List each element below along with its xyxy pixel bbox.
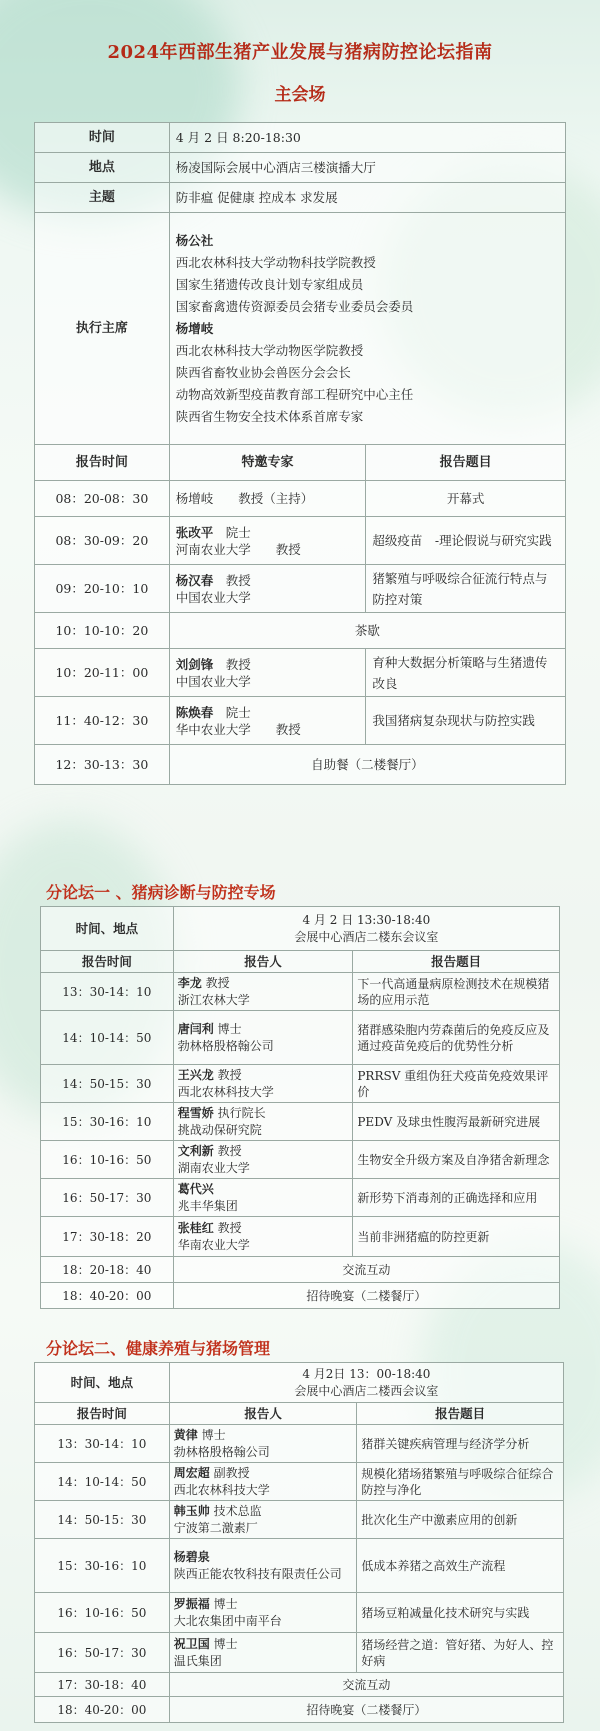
table-row [41,1283,560,1309]
break-label: 交流互动 [173,1257,559,1283]
report-time: 13：30-14：10 [35,1425,170,1463]
break-label: 招待晚宴（二楼餐厅） [169,1697,563,1723]
speaker-org: 勃林格殷格翰公司 [177,1038,274,1053]
chair-role: 陕西省生物安全技术体系首席专家 [175,408,364,424]
expert-name: 刘剑锋 [175,656,214,672]
column-header: 报告时间 [41,951,174,973]
report-topic: PEDV 及球虫性腹泻最新研究进展 [353,1103,560,1141]
time-place-line: 会展中心酒店二楼西会议室 [294,1383,439,1398]
report-time: 09：20-10：10 [35,565,170,613]
speaker-name: 周宏超 [173,1465,210,1480]
chair-list [169,213,565,445]
table-row [35,1463,564,1501]
time-place-label: 时间、地点 [35,1363,170,1403]
forum1-table [40,906,560,1309]
table-row [35,1697,564,1723]
expert-org: 华中农业大学 教授 [175,721,301,737]
expert-title: 教授 [225,572,251,588]
forum1-title: 分论坛一 、猪病诊断与防控专场 [46,883,276,902]
main-venue-title: 主会场 [274,85,326,105]
report-time: 10：10-10：20 [35,613,170,649]
report-time: 18：20-18：40 [41,1257,174,1283]
report-topic: 猪群关键疾病管理与经济学分析 [357,1425,564,1463]
time-place-value [173,907,559,951]
speaker-title: 教授 [205,975,230,990]
chair-role: 国家生猪遗传改良计划专家组成员 [175,276,364,292]
report-topic: 猪繁殖与呼吸综合征流行特点与防控对策 [366,565,566,613]
expert-title: 教授 [225,656,251,672]
report-time: 18：40-20：00 [35,1697,170,1723]
table-row [35,613,566,649]
chair-name: 杨公社 [175,232,214,248]
place-label: 地点 [35,153,170,183]
table-row [41,1103,560,1141]
speaker-name: 葛代兴 [177,1181,214,1196]
report-time: 10：20-11：00 [35,649,170,697]
column-header: 报告题目 [366,445,566,481]
expert [169,697,366,745]
report-time: 15：30-16：10 [41,1103,174,1141]
speaker-org: 挑战动保研究院 [177,1122,262,1137]
report-topic: 新形势下消毒剂的正确选择和应用 [353,1179,560,1217]
report-time: 17：30-18：20 [41,1217,174,1257]
speaker-org: 勃林格殷格翰公司 [173,1444,270,1459]
report-time: 14：50-15：30 [35,1501,170,1539]
table-row [41,1179,560,1217]
table-row [35,1501,564,1539]
speaker [173,1217,353,1257]
report-time: 13：30-14：10 [41,973,174,1011]
forum2-title: 分论坛二、健康养殖与猪场管理 [46,1339,271,1358]
column-header: 报告人 [173,951,353,973]
expert [169,649,366,697]
speaker-org: 大北农集团中南平台 [173,1613,282,1628]
table-row [35,697,566,745]
speaker-title: 博士 [217,1021,242,1036]
speaker-name: 祝卫国 [173,1636,210,1651]
report-topic: 下一代高通量病原检测技术在规模猪场的应用示范 [353,973,560,1011]
table-row [35,1633,564,1673]
forum2-table [34,1362,564,1723]
report-time: 16：50-17：30 [41,1179,174,1217]
expert-org: 中国农业大学 [175,673,251,689]
speaker-title: 博士 [213,1596,238,1611]
speaker-org: 西北农林科技大学 [173,1482,270,1497]
speaker-org: 华南农业大学 [177,1237,250,1252]
chair-role: 西北农林科技大学动物科技学院教授 [175,254,376,270]
chair-role: 西北农林科技大学动物医学院教授 [175,342,364,358]
speaker-title: 博士 [213,1636,238,1651]
speaker-title: 教授 [217,1220,242,1235]
report-topic: 猪场豆粕减量化技术研究与实践 [357,1593,564,1633]
table-row [41,1217,560,1257]
column-header: 报告人 [169,1403,357,1425]
speaker [173,973,353,1011]
report-topic: 猪群感染胞内劳森菌后的免疫反应及通过疫苗免疫后的优势性分析 [353,1011,560,1065]
report-topic: 超级疫苗 -理论假说与研究实践 [366,517,566,565]
time-label: 时间 [35,123,170,153]
expert-title: 院士 [225,704,251,720]
speaker-title: 技术总监 [213,1503,262,1518]
column-header: 报告时间 [35,445,170,481]
expert-org: 河南农业大学 教授 [175,541,301,557]
speaker [169,1539,357,1593]
speaker-title: 博士 [201,1427,226,1442]
speaker-name: 李龙 [177,975,202,990]
speaker-title: 副教授 [213,1465,250,1480]
main-venue-table [34,122,566,785]
speaker-name: 杨碧泉 [173,1549,210,1564]
report-time: 16：10-16：50 [35,1593,170,1633]
column-header: 报告时间 [35,1403,170,1425]
table-row [35,1673,564,1697]
report-time: 11：40-12：30 [35,697,170,745]
expert-title: 院士 [225,524,251,540]
report-topic: 低成本养猪之高效生产流程 [357,1539,564,1593]
chair-role: 动物高效新型疫苗教育部工程研究中心主任 [175,386,414,402]
report-time: 14：10-14：50 [41,1011,174,1065]
expert [169,517,366,565]
speaker-org: 兆丰华集团 [177,1198,238,1213]
speaker-name: 唐闫利 [177,1021,214,1036]
break-label: 招待晚宴（二楼餐厅） [173,1283,559,1309]
speaker-org: 陕西正能农牧科技有限责任公司 [173,1566,342,1581]
speaker [173,1141,353,1179]
speaker-org: 湖南农业大学 [177,1160,250,1175]
report-topic: 我国猪病复杂现状与防控实践 [366,697,566,745]
speaker [169,1593,357,1633]
column-header: 报告题目 [357,1403,564,1425]
report-time: 08：20-08：30 [35,481,170,517]
time-value: 4 月 2 日 8:20-18:30 [169,123,565,153]
table-row [41,1257,560,1283]
speaker-name: 罗振福 [173,1596,210,1611]
report-topic: 规模化猪场猪繁殖与呼吸综合征综合防控与净化 [357,1463,564,1501]
table-row [35,1425,564,1463]
time-place-label: 时间、地点 [41,907,174,951]
report-time: 17：30-18：40 [35,1673,170,1697]
speaker-title: 执行院长 [217,1105,266,1120]
report-time: 16：50-17：30 [35,1633,170,1673]
theme-value: 防非瘟 促健康 控成本 求发展 [169,183,565,213]
report-topic: 开幕式 [366,481,566,517]
report-time: 12：30-13：30 [35,745,170,785]
speaker [169,1425,357,1463]
report-topic: 育种大数据分析策略与生猪遗传改良 [366,649,566,697]
column-header: 报告题目 [353,951,560,973]
chair-role: 国家畜禽遗传资源委员会猪专业委员会委员 [175,298,414,314]
speaker-name: 文利新 [177,1143,214,1158]
chair-label: 执行主席 [35,213,170,445]
speaker [169,1501,357,1539]
report-topic: 当前非洲猪瘟的防控更新 [353,1217,560,1257]
speaker [169,1633,357,1673]
chair-role: 陕西省畜牧业协会兽医分会会长 [175,364,351,380]
table-row [41,1065,560,1103]
table-row [35,649,566,697]
theme-label: 主题 [35,183,170,213]
expert-name: 陈焕春 [175,704,214,720]
speaker [173,1011,353,1065]
speaker-name: 韩玉帅 [173,1503,210,1518]
expert-org: 中国农业大学 [175,589,251,605]
break-label: 茶歇 [169,613,565,649]
table-row [41,1141,560,1179]
table-row [41,1011,560,1065]
report-topic: 猪场经营之道：管好猪、为好人、控好病 [357,1633,564,1673]
expert: 杨增岐 教授（主持） [169,481,366,517]
speaker-title: 教授 [217,1067,242,1082]
time-place-value [169,1363,563,1403]
report-topic: 生物安全升级方案及自净猪舍新理念 [353,1141,560,1179]
table-row [35,1593,564,1633]
speaker-org: 浙江农林大学 [177,992,250,1007]
report-time: 14：10-14：50 [35,1463,170,1501]
table-row [35,1539,564,1593]
speaker-org: 宁波第二激素厂 [173,1520,258,1535]
report-topic: PRRSV 重组伪狂犬疫苗免疫效果评价 [353,1065,560,1103]
speaker-org: 温氏集团 [173,1653,222,1668]
column-header: 特邀专家 [169,445,366,481]
table-row [35,517,566,565]
speaker [173,1103,353,1141]
speaker-name: 张桂红 [177,1220,214,1235]
speaker-name: 王兴龙 [177,1067,214,1082]
break-label: 自助餐（二楼餐厅） [169,745,565,785]
report-time: 15：30-16：10 [35,1539,170,1593]
time-place-line: 4 月2日 13：00-18:40 [302,1366,431,1381]
speaker-name: 黄律 [173,1427,198,1442]
time-place-line: 会展中心酒店二楼东会议室 [294,929,439,944]
chair-name: 杨增岐 [175,320,214,336]
report-time: 18：40-20：00 [41,1283,174,1309]
speaker [173,1065,353,1103]
expert-name: 张改平 [175,524,214,540]
table-row [41,973,560,1011]
table-row [35,481,566,517]
report-time: 14：50-15：30 [41,1065,174,1103]
place-value: 杨凌国际会展中心酒店三楼演播大厅 [169,153,565,183]
expert-name: 杨汉春 [175,572,214,588]
time-place-line: 4 月 2 日 13:30-18:40 [302,912,431,927]
speaker-name: 程雪娇 [177,1105,214,1120]
table-row [35,745,566,785]
speaker-org: 西北农林科技大学 [177,1084,274,1099]
speaker [173,1179,353,1217]
speaker [169,1463,357,1501]
break-label: 交流互动 [169,1673,563,1697]
report-topic: 批次化生产中激素应用的创新 [357,1501,564,1539]
speaker-title: 教授 [217,1143,242,1158]
report-time: 16：10-16：50 [41,1141,174,1179]
table-row [35,565,566,613]
expert [169,565,366,613]
report-time: 08：30-09：20 [35,517,170,565]
document-title: 2024年西部生猪产业发展与猪病防控论坛指南 [107,42,493,63]
